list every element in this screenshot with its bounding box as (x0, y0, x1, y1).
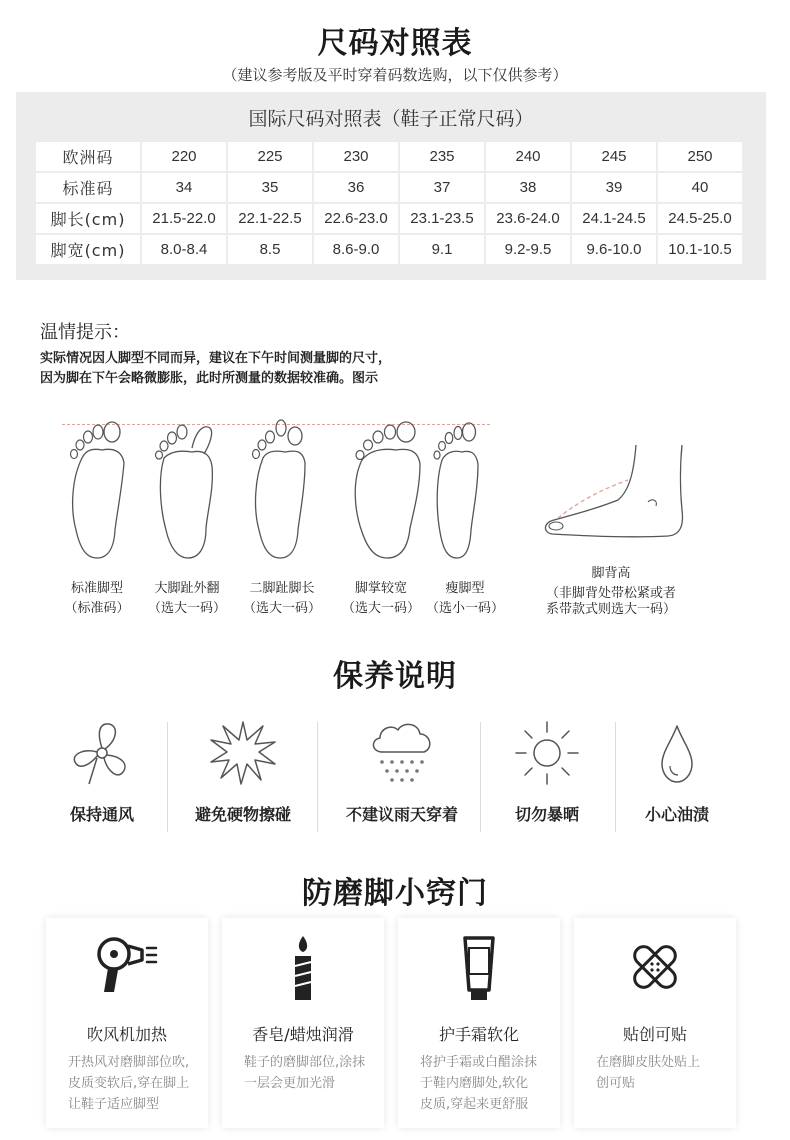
foot-type-name: 瘦脚型 (445, 581, 485, 596)
slim-foot-icon (428, 418, 486, 563)
tip-card-desc-line: 创可贴 (596, 1076, 636, 1091)
tip-card-title: 香皂/蜡烛润滑 (252, 1025, 354, 1044)
tip-card-desc-line: 于鞋内磨脚处,软化 (420, 1076, 529, 1091)
table-cell: 24.1-24.5 (572, 204, 656, 233)
fan-icon (67, 718, 137, 788)
foot-type-name: 标准脚型 (70, 581, 123, 596)
table-cell: 22.1-22.5 (228, 204, 312, 233)
tip-card-bandage (574, 918, 736, 1128)
foot-type-name: 脚掌较宽 (354, 581, 407, 596)
tip-card-desc-line: 让鞋子适应脚型 (68, 1097, 160, 1112)
tips-line-2: 因为脚在下午会略微膨胀，此时所测量的数据较准确。图示 (40, 371, 379, 386)
tip-card-desc-line: 皮质,穿起来更舒服 (420, 1097, 529, 1112)
size-table (34, 140, 744, 266)
instep-advice-line-2: 系带款式则选大一码） (545, 602, 676, 617)
table-cell: 37 (400, 173, 484, 202)
tip-card-candle (222, 918, 384, 1128)
foot-type-advice: （选大一码） (147, 601, 226, 616)
care-label: 保持通风 (69, 805, 134, 824)
size-table-panel (16, 92, 766, 280)
table-row (36, 142, 742, 171)
care-item-avoid-scratch (168, 718, 318, 838)
standard-foot-icon (62, 418, 132, 563)
table-row (36, 235, 742, 264)
tip-card-title: 贴创可贴 (622, 1025, 687, 1044)
table-cell: 9.6-10.0 (572, 235, 656, 264)
size-chart-title: 尺码对照表 (317, 26, 473, 61)
size-chart-note: （建议参考版及平时穿着码数选购，以下仅供参考） (222, 66, 568, 84)
table-cell: 24.5-25.0 (658, 204, 742, 233)
table-cell: 250 (658, 142, 742, 171)
foot-type-advice: （选大一码） (341, 601, 420, 616)
row-header: 脚长(cm) (36, 204, 140, 233)
table-cell: 235 (400, 142, 484, 171)
tips-line-1: 实际情况因人脚型不同而异，建议在下午时间测量脚的尺寸， (40, 351, 392, 366)
tip-card-desc-line: 将护手霜或白醋涂抹 (420, 1055, 538, 1070)
high-instep-foot-icon (538, 440, 688, 540)
tip-card-desc-line: 一层会更加光滑 (244, 1076, 336, 1091)
care-item-ventilation (27, 718, 177, 838)
size-table-title: 国际尺码对照表（鞋子正常尺码） (248, 108, 534, 130)
tip-card-title: 护手霜软化 (438, 1025, 519, 1044)
table-cell: 22.6-23.0 (314, 204, 398, 233)
care-item-no-sun (472, 718, 622, 838)
cream-tube-icon (459, 934, 499, 1004)
foot-type-name: 大脚趾外翻 (154, 581, 220, 596)
row-header: 脚宽(cm) (36, 235, 140, 264)
table-cell: 21.5-22.0 (142, 204, 226, 233)
foot-type-advice: （标准码） (64, 601, 130, 616)
table-cell: 225 (228, 142, 312, 171)
table-row (36, 173, 742, 202)
tip-card-desc-line: 在磨脚皮肤处贴上 (596, 1055, 701, 1070)
bunion-foot-icon (152, 418, 227, 563)
table-cell: 40 (658, 173, 742, 202)
foot-type-advice: （选小一码） (425, 601, 504, 616)
foot-type-advice: （选大一码） (242, 601, 321, 616)
candle-icon (283, 934, 323, 1004)
tip-card-desc (244, 1052, 374, 1094)
care-label: 不建议雨天穿着 (345, 805, 458, 824)
rain-cloud-icon (366, 718, 438, 788)
instep-name: 脚背高 (591, 566, 631, 581)
table-cell: 39 (572, 173, 656, 202)
wide-foot-icon (348, 418, 426, 563)
care-divider (317, 722, 318, 832)
table-cell: 38 (486, 173, 570, 202)
table-cell: 10.1-10.5 (658, 235, 742, 264)
tip-card-hair-dryer (46, 918, 208, 1128)
care-item-no-rain (327, 718, 477, 838)
table-cell: 245 (572, 142, 656, 171)
row-header: 标准码 (36, 173, 140, 202)
oil-drop-icon (642, 718, 712, 788)
long-second-toe-foot-icon (245, 418, 315, 563)
table-cell: 230 (314, 142, 398, 171)
table-cell: 8.0-8.4 (142, 235, 226, 264)
care-label: 避免硬物擦碰 (194, 805, 291, 824)
tip-card-desc (420, 1052, 550, 1115)
tip-card-hand-cream (398, 918, 560, 1128)
tips-title: 温情提示： (40, 322, 130, 343)
foot-type-name: 二脚趾脚长 (249, 581, 315, 596)
table-cell: 9.2-9.5 (486, 235, 570, 264)
table-cell: 23.1-23.5 (400, 204, 484, 233)
hair-dryer-icon (92, 934, 162, 1000)
care-label: 小心油渍 (644, 805, 709, 824)
table-cell: 34 (142, 173, 226, 202)
anti-wear-title: 防磨脚小窍门 (302, 876, 488, 911)
tip-card-desc (596, 1052, 726, 1094)
table-cell: 9.1 (400, 235, 484, 264)
table-cell: 240 (486, 142, 570, 171)
tip-card-title: 吹风机加热 (86, 1025, 167, 1044)
table-cell: 220 (142, 142, 226, 171)
table-row (36, 204, 742, 233)
table-cell: 8.6-9.0 (314, 235, 398, 264)
care-label: 切勿暴晒 (514, 805, 579, 824)
table-cell: 8.5 (228, 235, 312, 264)
care-title: 保养说明 (333, 659, 457, 694)
tip-card-desc-line: 开热风对磨脚部位吹, (68, 1055, 190, 1070)
care-item-oil-stain (602, 718, 752, 838)
table-cell: 36 (314, 173, 398, 202)
bandage-icon (622, 934, 688, 1000)
burst-icon (207, 718, 279, 788)
tip-card-desc-line: 皮质变软后,穿在脚上 (68, 1076, 190, 1091)
row-header: 欧洲码 (36, 142, 140, 171)
instep-advice-line-1: （非脚背处带松紧或者 (545, 586, 676, 601)
sun-icon (512, 718, 582, 788)
table-cell: 35 (228, 173, 312, 202)
tip-card-desc-line: 鞋子的磨脚部位,涂抹 (244, 1055, 366, 1070)
tip-card-desc (68, 1052, 198, 1115)
table-cell: 23.6-24.0 (486, 204, 570, 233)
